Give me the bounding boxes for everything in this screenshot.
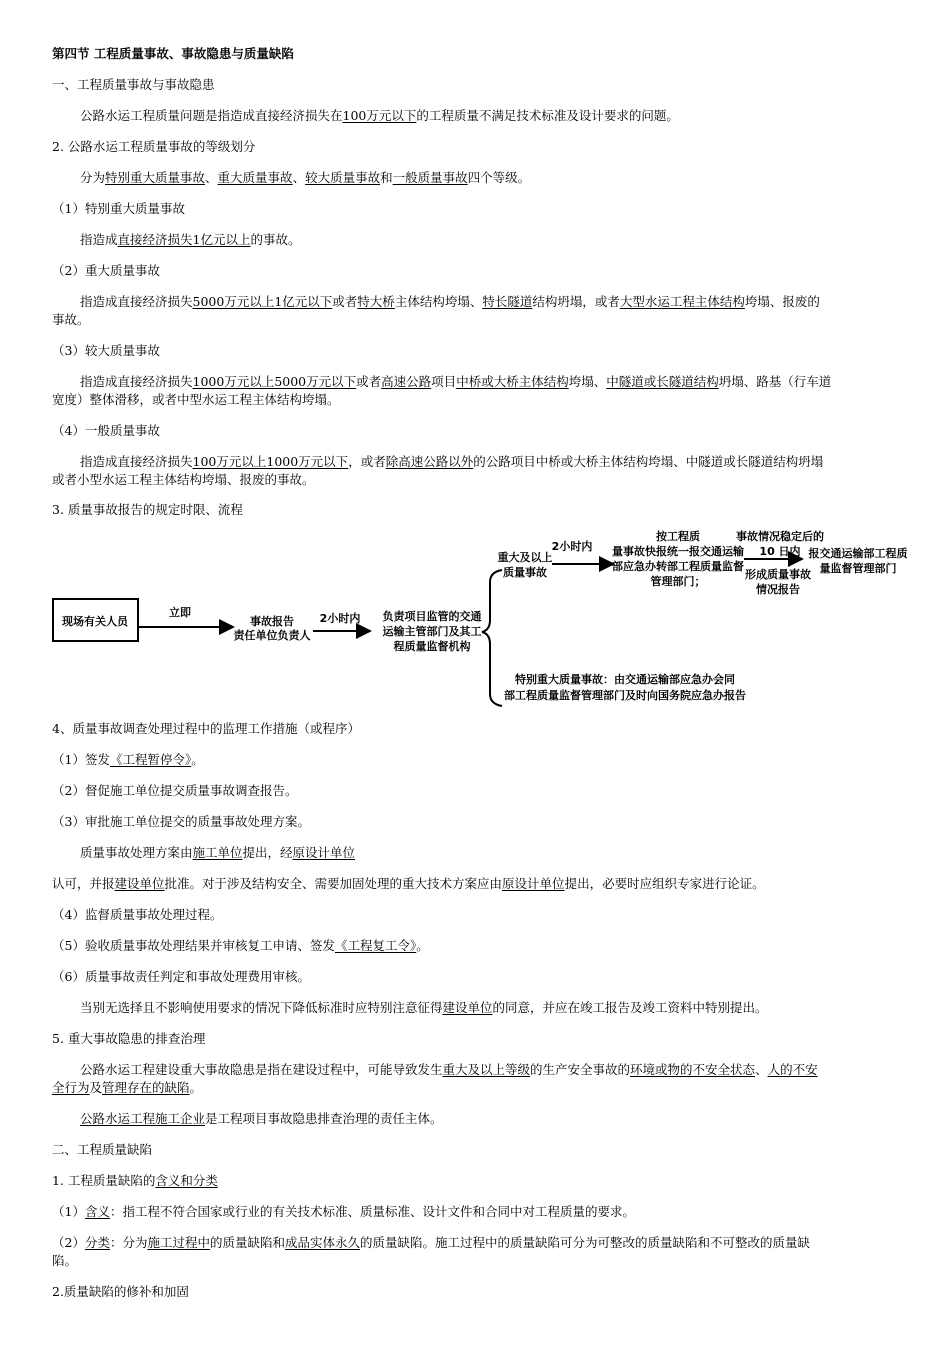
subheading: （3）较大质量事故 [52,343,160,358]
subheading: （1）特别重大质量事故 [52,201,185,216]
list-item: （2）分类：分为施工过程中的质量缺陷和成品实体永久的质量缺陷。施工过程中的质量缺陷可分为可整改的质量缺陷和不可整改的质量缺 [52,1235,811,1250]
section-heading: 5. 重大事故隐患的排查治理 [52,1031,206,1046]
paragraph: 公路水运工程施工企业是工程项目事故隐患排查治理的责任主体。 [80,1111,443,1126]
final-node-line1: 报交通运输部工程质 [808,547,908,560]
paragraph: 指造成直接经济损失1亿元以上的事故。 [80,232,301,247]
major-node-line1: 重大及以上 [497,551,553,564]
special-node-line1: 特别重大质量事故：由交通运输部应急办会同 [515,673,735,686]
paragraph-cont: 或者小型水运工程主体结构垮塌、报废的事故。 [52,472,315,487]
brace [482,570,502,706]
report-node-line4: 管理部门； [650,575,706,588]
subheading: 2.质量缺陷的修补和加固 [52,1284,189,1299]
immediate-label: 立即 [169,606,191,619]
major-node-line2: 质量事故 [503,566,547,579]
subheading: 2. 公路水运工程质量事故的等级划分 [52,139,256,154]
subheading: （4）一般质量事故 [52,423,160,438]
paragraph-cont: 事故。 [52,312,90,327]
section-heading: 二、工程质量缺陷 [52,1142,153,1157]
paragraph: 指造成直接经济损失100万元以上1000万元以下，或者除高速公路以外的公路项目中桥或大桥主体结构垮塌、中隧道或长隧道结构坍塌 [80,454,824,469]
report-flowchart [50,528,910,710]
final-node-line2: 量监督管理部门 [819,562,897,575]
form-node-line1: 形成质量事故 [745,568,811,581]
unit-node-line1: 事故报告 [250,615,294,628]
two-hours-label: 2小时内 [551,540,593,553]
stable-label-line1: 事故情况稳定后的 [736,530,824,543]
report-node-line1: 按工程质 [656,530,700,543]
agency-node-line2: 运输主管部门及其工 [382,625,482,638]
report-node-line3: 部应急办转部工程质量监督 [612,560,744,573]
unit-node-line2: 责任单位负责人 [233,629,311,642]
subheading: （2）重大质量事故 [52,263,160,278]
list-item: （1）含义：指工程不符合国家或行业的有关技术标准、质量标准、设计文件和合同中对工程质量的要求。 [52,1204,635,1219]
report-node-line2: 量事故快报统一报交通运输 [612,545,744,558]
paragraph: 认可，并报建设单位批准。对于涉及结构安全、需要加固处理的重大技术方案应由原设计单位提出，必要时应组织专家进行论证。 [52,876,765,891]
list-item: （5）验收质量事故处理结果并审核复工申请、签发《工程复工令》。 [52,938,429,953]
list-item: （6）质量事故责任判定和事故处理费用审核。 [52,969,310,984]
form-node-line2: 情况报告 [756,583,800,596]
list-item: （1）签发《工程暂停令》。 [52,752,204,767]
section-heading: 一、工程质量事故与事故隐患 [52,77,215,92]
list-item: （3）审批施工单位提交的质量事故处理方案。 [52,814,310,829]
stable-label-line2: 10 日内 [759,545,801,558]
subheading: 1. 工程质量缺陷的含义和分类 [52,1173,218,1188]
special-node-line2: 部工程质量监督管理部门及时向国务院应急办报告 [504,689,746,702]
paragraph-cont: 宽度）整体滑移，或者中型水运工程主体结构垮塌。 [52,392,340,407]
page-title: 第四节 工程质量事故、事故隐患与质量缺陷 [52,46,294,61]
paragraph: 指造成直接经济损失1000万元以上5000万元以下或者高速公路项目中桥或大桥主体结构垮塌、中隧道或长隧道结构坍塌、路基（行车道 [80,374,832,389]
paragraph-cont: 陷。 [52,1253,78,1268]
paragraph-cont: 全行为及管理存在的缺陷。 [52,1080,203,1095]
two-hours-label: 2小时内 [319,612,361,625]
section-heading: 4、质量事故调查处理过程中的监理工作措施（或程序） [52,721,360,736]
list-item: （2）督促施工单位提交质量事故调查报告。 [52,783,298,798]
site-personnel-label: 现场有关人员 [62,615,128,628]
agency-node-line3: 程质量监督机构 [393,640,471,653]
paragraph: 当别无选择且不影响使用要求的情况下降低标准时应特别注意征得建设单位的同意，并应在竣工报告及竣工资料中特别提出。 [80,1000,768,1015]
paragraph: 质量事故处理方案由施工单位提出，经原设计单位 [80,845,356,860]
agency-node-line1: 负责项目监管的交通 [382,610,482,623]
list-item: （4）监督质量事故处理过程。 [52,907,223,922]
paragraph: 公路水运工程建设重大事故隐患是指在建设过程中，可能导致发生重大及以上等级的生产安全事故的环境或物的不安全状态、人的不安 [80,1062,818,1077]
paragraph: 公路水运工程质量问题是指造成直接经济损失在100万元以下的工程质量不满足技术标准及设计要求的问题。 [80,108,679,123]
paragraph: 指造成直接经济损失5000万元以上1亿元以下或者特大桥主体结构垮塌、特长隧道结构坍塌，或者大型水运工程主体结构垮塌、报废的 [80,294,820,309]
paragraph: 分为特别重大质量事故、重大质量事故、较大质量事故和一般质量事故四个等级。 [80,170,531,185]
subheading: 3. 质量事故报告的规定时限、流程 [52,502,243,517]
